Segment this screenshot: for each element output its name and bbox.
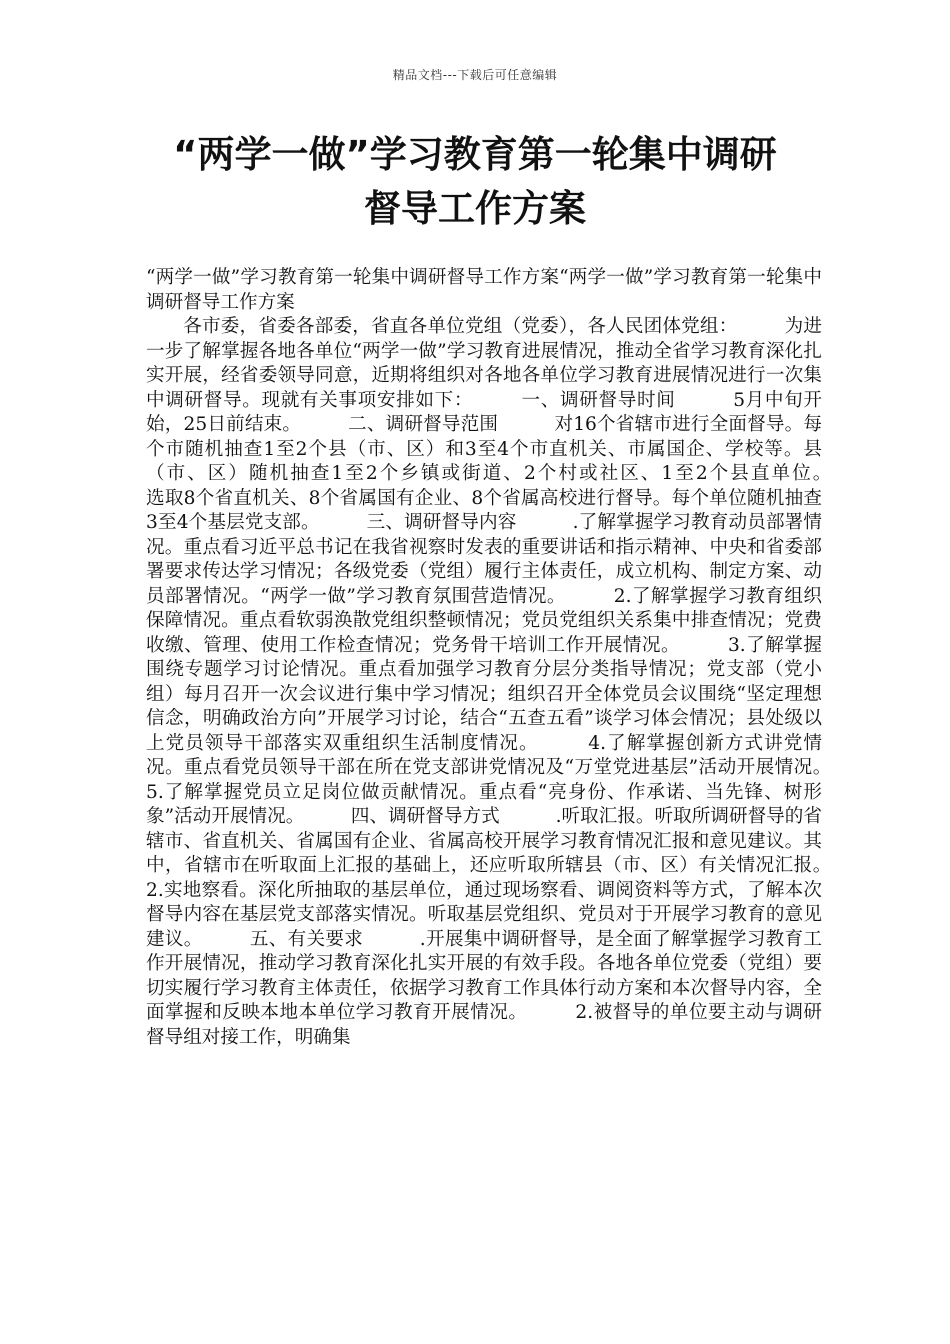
document-title [0, 128, 950, 236]
document-title-line-2: 督导工作方案 [364, 187, 586, 230]
document-title-line-1: “两学一做”学习教育第一轮集中调研 [173, 133, 777, 176]
page-header: 精品文档---下载后可任意编辑 [392, 68, 558, 82]
body-main-paragraph: 各市委，省委各部委，省直各单位党组（党委），各人民团体党组： 为进一步了解掌握各地各单位“两学一做”学习教育进展情况，推动全省学习教育深化扎实开展，经省委领导同意，近期将组织对各地各单位学习教育进展情况进行一次集中调研督导。现就有关事项安排如下： 一、调研督导时间 5月中旬开始，25日前结束。 二、调研督导范围 对16个省辖市进行全面督导。每个市随机抽查1至2个县（市、区）和3至4个市直机关、市属国企、学校等。县（市、区）随机抽查1至2个乡镇或街道、2个村或社区、1至2个县直单位。 选取8个省直机关、8个省属国有企业、8个省属高校进行督导。每个单位随机抽查3至4个基层党支部。 三、调研督导内容 .了解掌握学习教育动员部署情况。重点看习近平总书记在我省视察时发表的重要讲话和指示精神、中央和省委部署要求传达学习情况；各级党委（党组）履行主体责任，成立机构、制定方案、动员部署情况。“两学一做”学习教育氛围营造情况。 2.了解掌握学习教育组织保障情况。重点看软弱涣散党组织整顿情况；党员党组织关系集中排查情况；党费收缴、管理、使用工作检查情况；党务骨干培训工作开展情况。 3.了解掌握围绕专题学习讨论情况。重点看加强学习教育分层分类指导情况；党支部（党小组）每月召开一次会议进行集中学习情况；组织召开全体党员会议围绕“坚定理想信念，明确政治方向”开展学习讨论，结合“五查五看”谈学习体会情况；县处级以上党员领导干部落实双重组织生活制度情况。 4.了解掌握创新方式讲党情况。重点看党员领导干部在所在党支部讲党情况及“万堂党进基层”活动开展情况。 5.了解掌握党员立足岗位做贡献情况。重点看“亮身份、作承诺、当先锋、树形象”活动开展情况。 四、调研督导方式 .听取汇报。听取所调研督导的省辖市、省直机关、省属国有企业、省属高校开展学习教育情况汇报和意见建议。其中，省辖市在听取面上汇报的基础上，还应听取所辖县（市、区）有关情况汇报。 2.实地察看。深化所抽取的基层单位，通过现场察看、调阅资料等方式，了解本次督导内容在基层党支部落实情况。听取基层党组织、党员对于开展学习教育的意见建议。 五、有关要求 .开展集中调研督导，是全面了解掌握学习教育工作开展情况，推动学习教育深化扎实开展的有效手段。各地各单位党委（党组）要切实履行学习教育主体责任，依据学习教育工作具体行动方案和本次督导内容，全面掌握和反映本地本单位学习教育开展情况。 2.被督导的单位要主动与调研督导组对接工作，明确集 [146, 316, 878, 1048]
document-body [146, 266, 878, 1050]
body-intro-paragraph: “两学一做”学习教育第一轮集中调研督导工作方案“两学一做”学习教育第一轮集中调研督导工作方案 [146, 267, 822, 313]
